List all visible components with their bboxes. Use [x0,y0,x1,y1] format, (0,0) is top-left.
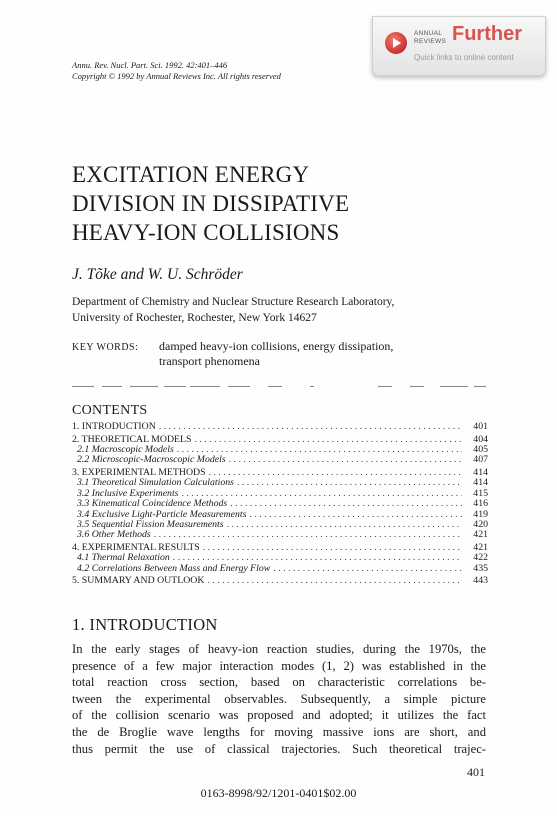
body-line: total reaction cross section, based on characteristic correlations be- [72,675,486,690]
body-line: In the early stages of heavy-ion reaction studies, during the 1970s, the [72,642,486,656]
toc-leader-dots [230,499,462,509]
page-number: 401 [467,765,485,779]
toc-item [72,520,488,530]
table-of-contents [72,422,488,587]
toc-item-page: 404 [473,434,488,445]
toc-item-title: 4.2 Correlations Between Mass and Energy Flow [77,563,271,574]
toc-item-title: 5. SUMMARY AND OUTLOOK [72,576,205,587]
toc-item-title: 2.1 Macroscopic Models [77,444,174,455]
toc-leader-dots [273,564,462,574]
body-line: of the collision scenario was proposed and adopted; it utilizes the fact [72,708,486,723]
divider-dash [102,386,122,387]
body-line: presence of a few major interaction modes (1, 2) was established in the [72,658,486,673]
toc-leader-dots [159,422,462,432]
toc-item-title: 4.1 Thermal Relaxation [77,553,170,564]
toc-item [72,422,488,432]
toc-item-title: 3.3 Kinematical Coincidence Methods [77,499,228,510]
toc-item-page: 421 [473,530,488,541]
toc-item [72,553,488,563]
toc-leader-dots [249,510,462,520]
body-line: thus permit the use of classical trajectories. Such theoretical trajec- [72,741,486,756]
toc-leader-dots [154,530,462,540]
toc-leader-dots [173,553,462,563]
quicklinks-label: Quick links to online content [414,53,514,62]
citation-line-2: Copyright © 1992 by Annual Reviews Inc. All rights reserved [72,71,281,81]
toc-item-page: 414 [473,467,488,478]
annual-reviews-play-icon [385,32,407,54]
toc-leader-dots [181,489,462,499]
toc-item [72,530,488,540]
toc-item-page: 401 [473,422,488,432]
toc-leader-dots [227,520,462,530]
divider-dash [228,386,250,387]
toc-item-page: 407 [473,455,488,466]
toc-leader-dots [237,478,462,488]
toc-item [72,455,488,465]
brand-line-2: REVIEWS [414,38,447,45]
toc-leader-dots [209,468,462,478]
toc-item-page: 435 [473,563,488,574]
body-line: the de Broglie wave lengths for moving massive ions are short, and [72,724,486,739]
divider-dash [72,386,94,387]
keywords-line: damped heavy-ion collisions, energy dissipation, [159,339,394,353]
further-badge[interactable] [372,16,546,76]
toc-item-page: 414 [473,478,488,489]
section-heading: 1. INTRODUCTION [72,615,218,634]
divider-dash [474,386,486,387]
toc-item [72,468,488,478]
divider-dash [130,386,158,387]
toc-item-title: 3.5 Sequential Fission Measurements [77,519,224,530]
toc-leader-dots [177,445,462,455]
toc-item-title: 1. INTRODUCTION [72,422,156,432]
divider-dash [268,386,282,387]
toc-item [72,510,488,520]
toc-item [72,499,488,509]
citation-line-1: Annu. Rev. Nucl. Part. Sci. 1992. 42:401–446 [72,60,228,70]
toc-item-page: 416 [473,499,488,510]
toc-item-title: 2.2 Microscopic-Macroscopic Models [77,455,226,466]
toc-item-title: 3. EXPERIMENTAL METHODS [72,467,206,478]
toc-leader-dots [229,455,462,465]
toc-leader-dots [203,543,462,553]
toc-item-title: 3.6 Other Methods [77,530,151,541]
toc-item-page: 405 [473,444,488,455]
title-line: HEAVY-ION COLLISIONS [72,220,340,245]
toc-item [72,576,488,586]
affiliation-line: University of Rochester, Rochester, New York 14627 [72,312,317,324]
brand-line-1: ANNUAL [414,30,443,37]
toc-item-page: 443 [473,576,488,587]
toc-item [72,543,488,553]
keywords-label: KEY WORDS: [72,342,139,353]
toc-item-title: 4. EXPERIMENTAL RESULTS [72,542,200,553]
toc-item [72,435,488,445]
divider-dash [440,386,468,387]
contents-heading: CONTENTS [72,403,148,418]
body-paragraph [72,641,486,757]
title-line: EXCITATION ENERGY [72,162,310,187]
divider-dash [190,386,220,387]
toc-leader-dots [194,435,462,445]
title-line: DIVISION IN DISSIPATIVE [72,191,350,216]
body-line: tween the experimental observables. Subsequently, a simple picture [72,691,486,706]
toc-item-title: 3.1 Theoretical Simulation Calculations [77,478,234,489]
toc-leader-dots [207,576,462,586]
affiliation-line: Department of Chemistry and Nuclear Structure Research Laboratory, [72,296,395,308]
toc-item-page: 421 [473,542,488,553]
toc-item-title: 3.2 Inclusive Experiments [77,488,179,499]
keywords-line: transport phenomena [159,354,260,368]
toc-item-title: 2. THEORETICAL MODELS [72,434,192,445]
toc-item-page: 419 [473,509,488,520]
divider-dash [410,386,424,387]
annual-reviews-logo [414,30,446,46]
toc-item [72,478,488,488]
authors: J. Tõke and W. U. Schröder [72,266,243,283]
toc-item [72,445,488,455]
toc-item-page: 415 [473,488,488,499]
affiliation [72,294,394,326]
article-title [72,160,349,247]
toc-item [72,564,488,574]
toc-item [72,489,488,499]
divider-dash [310,386,314,387]
further-label: Further [452,23,522,45]
divider-dash [378,386,392,387]
article-code: 0163-8998/92/1201-0401$02.00 [200,786,357,800]
toc-item-page: 420 [473,519,488,530]
divider-dash [164,386,186,387]
toc-item-page: 422 [473,553,488,564]
keywords-text [159,339,393,369]
toc-item-title: 3.4 Exclusive Light-Particle Measurements [77,509,247,520]
